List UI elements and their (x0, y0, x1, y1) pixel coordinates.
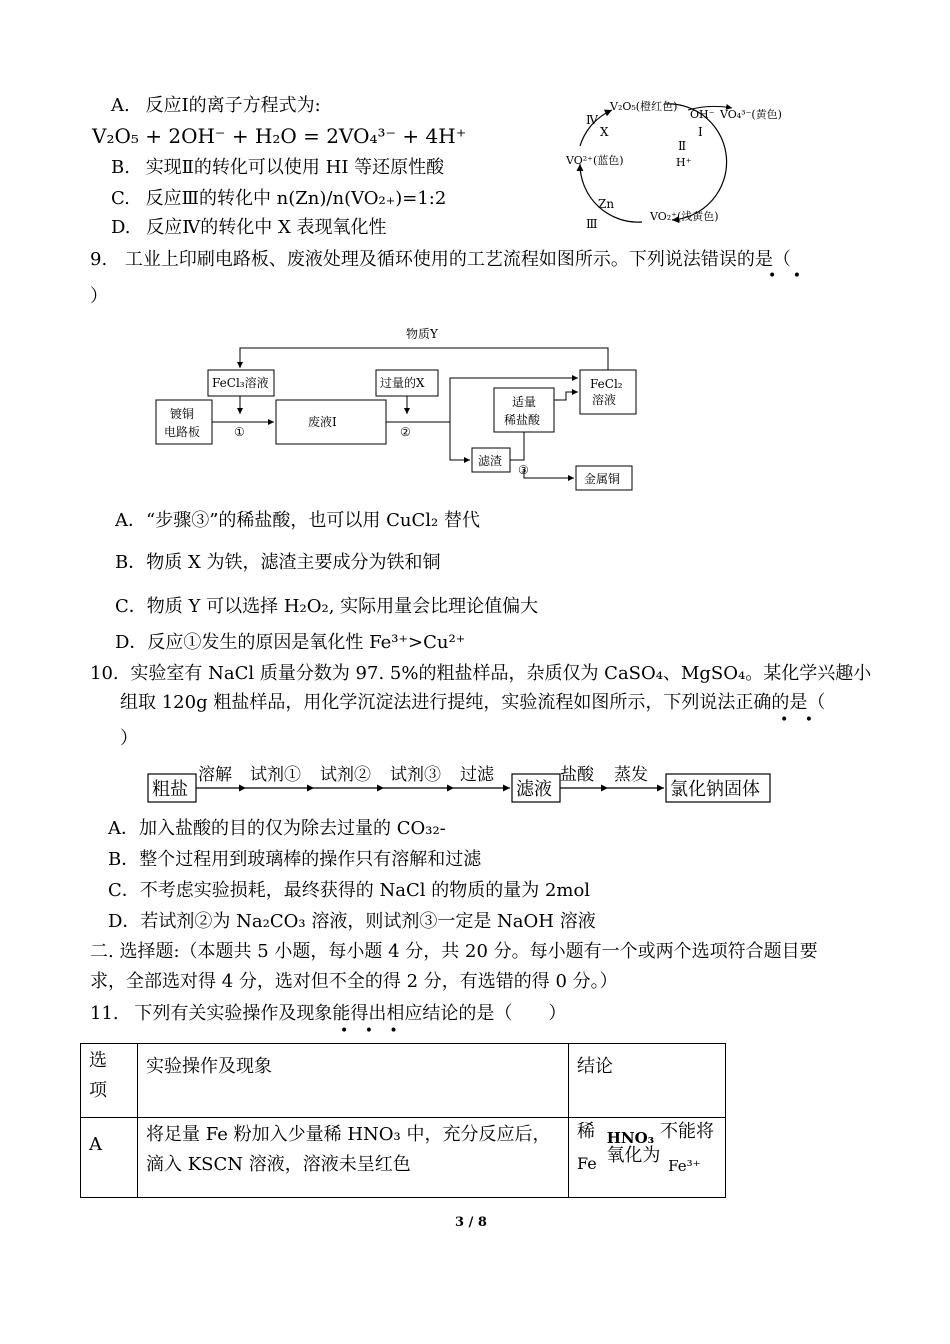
line-residue (510, 432, 524, 460)
section2-line2: 求，全部选对得 4 分，选对但不全的得 2 分，有选错的得 0 分。） (90, 971, 618, 992)
page-number: 3 / 8 (455, 1215, 487, 1230)
q8-option-b-label: B. (111, 157, 130, 178)
flow-reagent1: 试剂① (250, 765, 301, 785)
row-conclusion (569, 1118, 726, 1198)
cycle-arc-bottom-left (580, 164, 642, 222)
q10-stem-text-1: 实验室有 NaCl 质量分数为 97. 5%的粗盐样品，杂质仅为 CaSO₄、MgSO₄。某化学兴趣小 (130, 663, 872, 684)
table-header-row (81, 1044, 726, 1118)
q9-flow-chart (150, 320, 660, 495)
flow-filtrate: 滤液 (516, 779, 552, 800)
th-conclusion (569, 1044, 726, 1118)
flow-waste: 废液Ⅰ (308, 415, 337, 429)
row-conclusion-line1 (577, 1120, 717, 1147)
flow-hcl: 盐酸 (560, 765, 594, 785)
q9-stem (90, 249, 791, 271)
flow-excess-x: 过量的X (380, 376, 425, 390)
table-row (81, 1118, 726, 1198)
row-operation (138, 1118, 569, 1198)
q9-option-b: B．物质 X 为铁，滤渣主要成分为铁和铜 (115, 552, 441, 573)
diagram-oh: OH⁻ (690, 108, 715, 121)
q10-option-d: D．若试剂②为 Na₂CO₃ 溶液，则试剂③一定是 NaOH 溶液 (108, 911, 596, 932)
q10-stem-line2: 组取 120g 粗盐样品，用化学沉淀法进行提纯，实验流程如图所示，下列说法正确的是（ (120, 692, 826, 713)
q8-option-d-text: 反应Ⅳ的转化中 X 表现氧化性 (146, 217, 387, 238)
q10-flow-chart (140, 758, 780, 806)
flow-dissolve: 溶解 (198, 765, 232, 785)
flow-reagent3: 试剂③ (390, 765, 441, 785)
q8-option-c (111, 188, 446, 210)
flow-nacl-solid: 氯化钠固体 (670, 779, 760, 800)
flow-evaporate: 蒸发 (614, 765, 648, 785)
q9-option-a: A．“步骤③”的稀盐酸，也可以用 CuCl₂ 替代 (115, 510, 480, 531)
q11-number: 11. (90, 1003, 119, 1024)
q8-option-b-text: 实现Ⅱ的转化可以使用 HI 等还原性酸 (145, 157, 445, 178)
q10-number: 10. (90, 663, 119, 684)
q8-option-d-label: D. (111, 217, 131, 238)
arrow-y-loop (240, 348, 608, 370)
q8-equation: V₂O₅ + 2OH⁻ + H₂O = 2VO₄³⁻ + 4H⁺ (92, 124, 467, 148)
conc-fe3: Fe³⁺ (668, 1157, 701, 1175)
conc-text-1: 稀 (577, 1121, 595, 1142)
q10-emphasis-dots: • • (780, 712, 819, 728)
q9-option-d: D．反应①发生的原因是氧化性 Fe³⁺>Cu²⁺ (115, 632, 466, 653)
row-conclusion-line2 (577, 1144, 717, 1175)
flow-board-2: 电路板 (164, 425, 201, 439)
q9-option-c: C．物质 Y 可以选择 H₂O₂, 实际用量会比理论值偏大 (115, 596, 539, 617)
q8-option-a-label: A. (111, 95, 130, 116)
conc-hno3: HNO₃ (606, 1129, 655, 1147)
diagram-zn: Zn (598, 197, 615, 211)
flow-step2: ② (400, 425, 411, 439)
conc-text-3: 氧化为 (606, 1145, 661, 1166)
q11-stem-text: 下列有关实验操作及现象能得出相应结论的是（ ） (134, 1003, 567, 1024)
conc-fe: Fe (577, 1154, 597, 1173)
q9-stem-close: ） (90, 286, 108, 307)
flow-residue: 滤渣 (478, 454, 503, 468)
diagram-label-1: Ⅰ (698, 125, 703, 139)
diagram-h-plus: H⁺ (676, 156, 692, 169)
conc-text-2: 不能将 (660, 1121, 714, 1142)
flow-hcl-1: 适量 (512, 395, 537, 409)
flow-fecl2-1: FeCl₂ (590, 377, 623, 391)
flow-board-1: 镀铜 (170, 407, 195, 421)
arrow-to-residue (450, 422, 470, 460)
q8-option-d (111, 217, 387, 239)
diagram-v2o5: V₂O₅(橙红色) (610, 100, 678, 113)
vanadium-cycle-diagram (560, 88, 820, 238)
diagram-x: X (600, 125, 609, 139)
flow-fecl3: FeCl₃溶液 (212, 376, 269, 390)
flow-hcl-2: 稀盐酸 (504, 413, 541, 427)
q8-option-b (111, 157, 444, 179)
th-conclusion-label: 结论 (577, 1056, 613, 1077)
th-option-2: 项 (89, 1080, 107, 1101)
q11-options-table (80, 1043, 726, 1198)
arrow-to-copper (524, 470, 574, 478)
row-operation-1: 将足量 Fe 粉加入少量稀 HNO₃ 中，充分反应后， (146, 1124, 551, 1145)
flow-filter: 过滤 (460, 765, 494, 785)
q10-stem-line1 (90, 663, 871, 685)
q10-stem-close: ） (120, 728, 138, 749)
section2-line1: 二. 选择题:（本题共 5 小题，每小题 4 分，共 20 分。每小题有一个或两个选项符合题目要 (90, 941, 818, 962)
th-option-1: 选 (89, 1050, 107, 1071)
flow-fecl2-2: 溶液 (592, 393, 617, 407)
diagram-vo2plus: VO²⁺(蓝色) (566, 154, 624, 167)
q9-emphasis-dots: • • (768, 268, 807, 284)
flow-substance-y: 物质Y (406, 327, 438, 341)
th-option (81, 1044, 138, 1118)
th-operation (138, 1044, 569, 1118)
q9-number: 9. (90, 249, 108, 270)
diagram-vo4: VO₄³⁻(黄色) (720, 108, 782, 121)
q8-option-a-text: 反应Ⅰ的离子方程式为: (145, 95, 321, 116)
flow-copper: 金属铜 (584, 472, 621, 486)
q8-option-c-text: 反应Ⅲ的转化中 n(Zn)/n(VO₂₊)=1:2 (145, 188, 447, 209)
diagram-label-2: Ⅱ (678, 139, 687, 153)
arrow-hcl-fecl2 (554, 392, 578, 400)
flow-step1: ① (234, 425, 245, 439)
q11-emphasis-dots: • • • (340, 1023, 404, 1039)
cycle-arc-right (665, 104, 727, 220)
row-label-text: A (89, 1134, 102, 1155)
q8-option-a (111, 95, 321, 117)
diagram-vo2-pale: VO₂⁺(浅黄色) (650, 210, 719, 223)
q11-stem (90, 1003, 566, 1025)
q10-option-c: C．不考虑实验损耗，最终获得的 NaCl 的物质的量为 2mol (108, 880, 591, 901)
flow-reagent2: 试剂② (320, 765, 371, 785)
q9-stem-text: 工业上印刷电路板、废液处理及循环使用的工艺流程如图所示。下列说法错误的是（ (124, 249, 791, 270)
q10-option-b: B．整个过程用到玻璃棒的操作只有溶解和过滤 (108, 849, 482, 870)
q8-option-c-label: C. (111, 188, 130, 209)
flow-crude-salt: 粗盐 (152, 779, 188, 800)
diagram-label-4: Ⅳ (586, 113, 598, 127)
row-label (81, 1118, 138, 1198)
q10-option-a: A．加入盐酸的目的仅为除去过量的 CO₃₂- (108, 818, 446, 839)
row-operation-2: 滴入 KSCN 溶液，溶液未呈红色 (146, 1154, 411, 1175)
diagram-label-3: Ⅲ (586, 217, 598, 231)
th-operation-label: 实验操作及现象 (146, 1056, 272, 1077)
flow-step3: ③ (518, 463, 529, 477)
